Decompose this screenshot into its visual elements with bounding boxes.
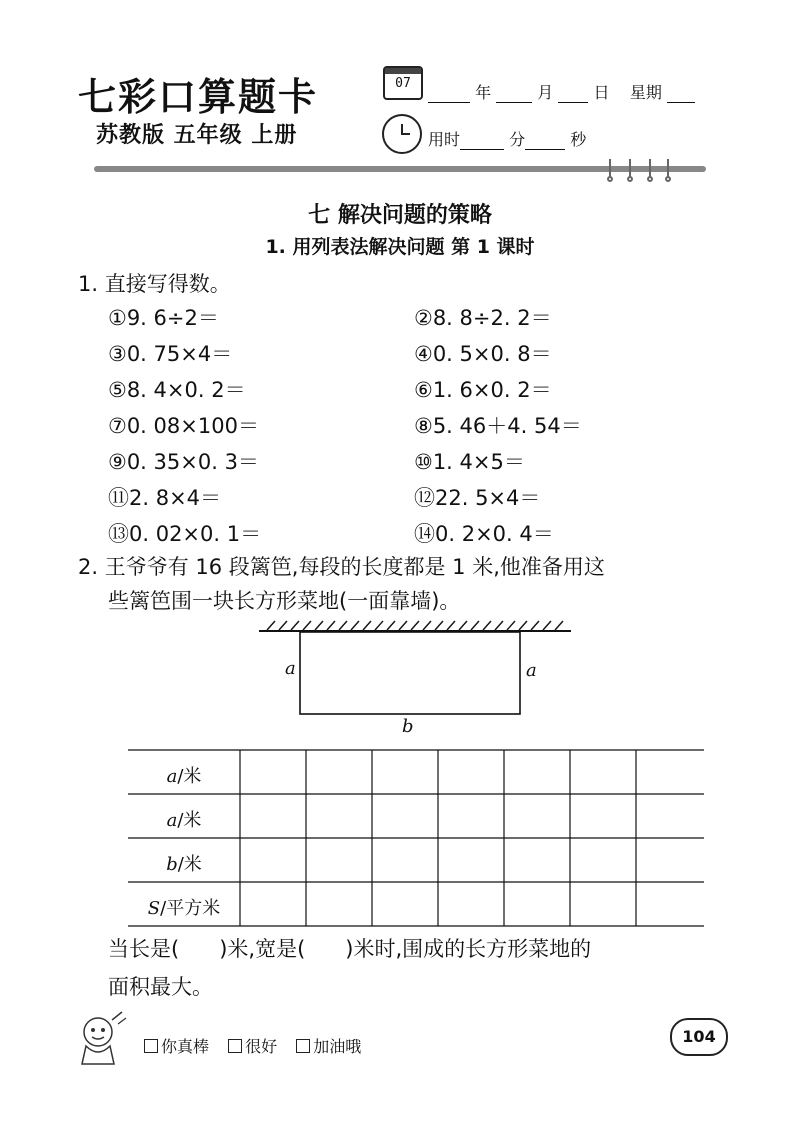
date-fields [428,80,695,103]
problem-3: ③0. 75×4＝ [108,342,233,366]
calendar-number: 07 [395,76,411,91]
question-2-line-1: 王爷爷有 16 段篱笆,每段的长度都是 1 米,他准备用这 [104,555,605,579]
garden-rectangle [300,632,520,714]
day-label: 日 [593,83,610,102]
problem-10: ⑩1. 4×5＝ [414,450,525,474]
question-1-number: 1. [78,272,99,296]
clock-icon [382,114,422,154]
question-2-number: 2. [78,555,99,579]
problem-8: ⑧5. 46＋4. 54＝ [414,414,582,438]
right-side-label: a [526,660,537,681]
problem-12: ⑫22. 5×4＝ [414,486,541,510]
problem-14: ⑭0. 2×0. 4＝ [414,522,554,546]
seconds-label: 秒 [570,130,587,149]
checkbox-icon [228,1039,242,1053]
question-2-text [78,550,605,618]
binder-rings-icon [604,156,674,182]
problem-13: ⑬0. 02×0. 1＝ [108,522,262,546]
question-1-heading [78,268,231,298]
checkbox-icon [296,1039,310,1053]
wall-hatching [267,621,563,630]
table-row-label: S/平方米 [147,898,221,919]
problem-5: ⑤8. 4×0. 2＝ [108,378,246,402]
question-1-prompt: 直接写得数。 [104,272,231,296]
calendar-icon [383,66,423,100]
problem-7: ⑦0. 08×100＝ [108,414,259,438]
minutes-label: 分 [509,130,526,149]
mascot-icon [70,1008,130,1068]
edition-label: 苏教版 五年级 上册 [96,123,298,148]
time-used-label: 用时 [428,130,461,149]
table-row-label: b/米 [166,854,202,875]
brand-title: 七彩口算题卡 [78,74,319,119]
checkbox-icon [144,1039,158,1053]
answer-line-2: 面积最大。 [108,975,213,999]
problem-1: ①9. 6÷2＝ [108,306,219,330]
left-side-label: a [285,658,296,679]
page-number: 104 [670,1018,728,1056]
self-rating [144,1034,375,1057]
answer-sentence: 当长是( )米,宽是( )米时,围成的长方形菜地的 面积最大。 [108,937,592,999]
month-label: 月 [537,83,554,102]
table-row-label: a/米 [166,810,202,831]
chapter-title: 七 解决问题的策略 [308,203,492,228]
rating-option-great[interactable]: 你真棒 [144,1037,209,1056]
problem-6: ⑥1. 6×0. 2＝ [414,378,552,402]
time-fields [428,127,586,150]
rating-option-keep-going[interactable]: 加油哦 [296,1037,361,1056]
year-label: 年 [475,83,492,102]
weekday-label: 星期 [629,83,662,102]
problem-2: ②8. 8÷2. 2＝ [414,306,552,330]
problem-11: ⑪2. 8×4＝ [108,486,222,510]
bottom-side-label: b [402,716,414,737]
problem-4: ④0. 5×0. 8＝ [414,342,552,366]
lesson-title: 1. 用列表法解决问题 第 1 课时 [265,236,535,258]
rating-option-good[interactable]: 很好 [228,1037,277,1056]
table-row-label: a/米 [166,766,202,787]
question-2-line-2: 些篱笆围一块长方形菜地(一面靠墙)。 [108,589,461,613]
problem-9: ⑨0. 35×0. 3＝ [108,450,259,474]
